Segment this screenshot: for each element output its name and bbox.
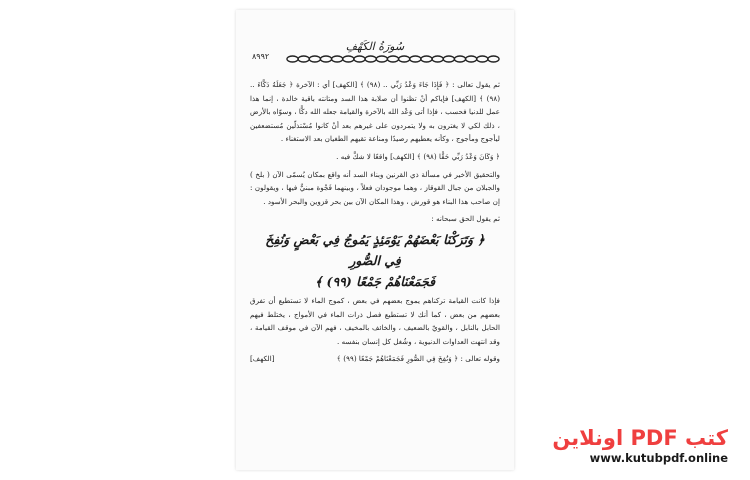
page-number: ٨٩٩٢ [252, 52, 270, 61]
watermark-url[interactable]: www.kutubpdf.online [589, 451, 728, 465]
paragraph-4: ثم يقول الحق سبحانه : [431, 214, 500, 224]
verse-calligraphy-line-2: فَجَمَعْنَاهُمْ جَمْعًا (٩٩) ﴾ [314, 273, 436, 289]
page-inner [250, 10, 500, 470]
last-citation: [الكهف] [250, 354, 275, 364]
paragraph-5: فإذا كانت القيامة تركناهم يموج بعضهم في بعض ، كموج الماء لا تستطيع أن تفرق بعضهم من بعض ، كما أنك لا تستطيع فصل ذرات الماء في الأمواج ، يختلط فيهم الحابل بالنابل ، والقويّ بالضعيف ، والخائف بالمخيف ، فهم الآن في موقف القيامة ، وقد انتهت العداوات الدنيوية ، وشُغل كل إنسان بنفسه . [250, 295, 500, 346]
paragraph-2: ﴿ وَكَانَ وَعْدُ رَبِّي حَقًّا (٩٨) ﴾ [الكهف] واقعًا لا شكَّ فيه . [336, 151, 500, 161]
body-text [250, 78, 500, 366]
last-line-row [250, 352, 500, 366]
chain-border-ornament [286, 54, 500, 64]
chain-ornament-icon [286, 54, 500, 64]
paragraph-6: وقوله تعالى : ﴿ وَنُفِخَ فِي الصُّورِ فَجَمَعْنَاهُمْ جَمْعًا (٩٩) ﴾ [336, 354, 500, 364]
verse-calligraphy-line-1: ﴿ وَتَرَكْنَا بَعْضَهُمْ يَوْمَئِذٍ يَمُوجُ فِي بَعْضٍ وَنُفِخَ فِي الصُّورِ [265, 231, 485, 268]
paragraph-3: والتحقيق الأخير في مسألة ذي القرنين وبناء السد أنه واقع بمكان يُسمّى الآن ( بلخ ) والجبلان من جبال القوقاز ، وهما موجودان فعلاً ، وبينهما فَجْوة مبنيٌّ فيها ، ويقولون : إن صاحب هذا البناء هو قورش ، وهذا المكان الآن بين بحر قزوين والبحر الأسود . [250, 169, 500, 206]
verse-calligraphy [256, 229, 494, 292]
watermark-title: كتب PDF اونلاين [552, 426, 728, 450]
paragraph-1: ثم يقول تعالى : ﴿ فَإِذَا جَاءَ وَعْدُ رَبِّي .. (٩٨) ﴾ [الكهف] أي : الآخرة ﴿ جَعَلَهُ دَكَّاءَ .. (٩٨) ﴾ [الكهف] فإياكم أنْ تظنوا أن صلابة هذا السد ومتانته باقية خالدة ، إنما هذا عمل للدنيا فحسب ، فإذا أتى وَعْد الله بالآخرة والقيامة جعله الله دكًّا ، وسوّاه بالأرض ، ذلك لكي لا يغترون به ولا يتمردون على غيرهم بعد أنْ كانوا مُسْتذلّين مُستضعفين ليأجوج ومأجوج ، وكأنه يعطيهم رصيدًا ومناعة تقيهم الطغيان بعد الاستغناء . [250, 80, 500, 144]
surah-title: سُورَةُ الكَهْفِ [345, 40, 405, 53]
book-page [236, 10, 514, 470]
watermark [518, 426, 728, 466]
